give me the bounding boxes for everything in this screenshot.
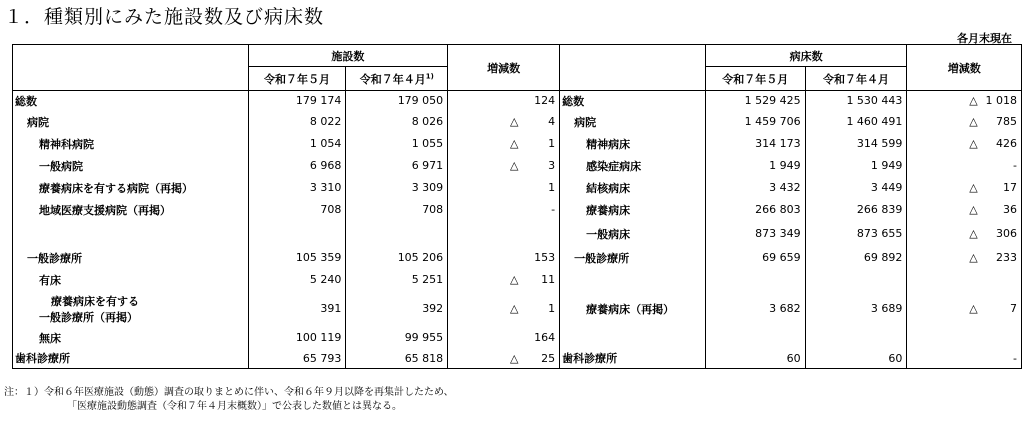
- change-value: △ 7: [907, 291, 1022, 327]
- facilities-header: 施設数: [248, 45, 448, 67]
- change-value: △ 426: [907, 133, 1022, 155]
- row-label: 療養病床を有する 一般診療所（再掲）: [13, 291, 249, 327]
- change-value: △ 3: [448, 155, 560, 177]
- table-row: [13, 111, 1022, 133]
- table-row: [13, 155, 1022, 177]
- decrease-marker: △: [969, 115, 978, 128]
- decrease-marker: △: [969, 251, 978, 264]
- table-row: [13, 133, 1022, 155]
- footnote-line-1: 注：１）令和６年医療施設（動態）調査の取りまとめに伴い、令和６年９月以降を再集計したため、: [4, 387, 454, 398]
- table-row: [13, 221, 1022, 247]
- facilities-may-header: 令和７年５月: [248, 67, 346, 91]
- as-of-label: 各月末現在: [957, 32, 1012, 45]
- value-apr: 1 530 443: [805, 91, 907, 111]
- value-apr: 3 689: [805, 291, 907, 327]
- decrease-marker: △: [969, 181, 978, 194]
- row-label: 一般診療所: [560, 247, 706, 269]
- value-may: 391: [248, 291, 346, 327]
- value-may: [248, 221, 346, 247]
- beds-apr-header: 令和７年４月: [805, 67, 907, 91]
- decrease-marker: △: [509, 159, 519, 172]
- row-label: [560, 269, 706, 291]
- row-label: 総数: [13, 91, 249, 111]
- value-may: 6 968: [248, 155, 346, 177]
- value-apr: [805, 327, 907, 349]
- row-label: 療養病床: [560, 199, 706, 221]
- row-label: 一般診療所: [13, 247, 249, 269]
- value-apr: 1 949: [805, 155, 907, 177]
- value-apr: 1 460 491: [805, 111, 907, 133]
- value-may: 3 682: [705, 291, 805, 327]
- decrease-marker: △: [509, 137, 519, 150]
- row-label: 療養病床（再掲）: [560, 291, 706, 327]
- value-apr: 314 599: [805, 133, 907, 155]
- change-value: △ 1 018: [907, 91, 1022, 111]
- row-label: [13, 221, 249, 247]
- footnote-line-2: 「医療施設動態調査（令和７年４月末概数）」で公表した数値とは異なる。: [67, 401, 402, 412]
- footnote: [4, 386, 454, 414]
- row-label: 無床: [13, 327, 249, 349]
- row-label: 療養病床を有する病院（再掲）: [13, 177, 249, 199]
- row-label: 精神科病院: [13, 133, 249, 155]
- value-apr: 99 955: [346, 327, 448, 349]
- value-may: 873 349: [705, 221, 805, 247]
- decrease-marker: △: [969, 227, 978, 240]
- value-apr: 392: [346, 291, 448, 327]
- footnote-ref: 1): [425, 71, 434, 80]
- change-value: -: [907, 155, 1022, 177]
- value-may: 1 459 706: [705, 111, 805, 133]
- page-title: １．種類別にみた施設数及び病床数: [4, 6, 325, 28]
- table-row: [13, 177, 1022, 199]
- change-value: 164: [448, 327, 560, 349]
- value-may: 1 529 425: [705, 91, 805, 111]
- table-row: [13, 91, 1022, 111]
- table-row: [13, 349, 1022, 369]
- change-value: -: [448, 199, 560, 221]
- row-label: 結核病床: [560, 177, 706, 199]
- change-value: △ 306: [907, 221, 1022, 247]
- value-apr: 873 655: [805, 221, 907, 247]
- table-row: [13, 291, 1022, 327]
- table-row: [13, 199, 1022, 221]
- value-may: 266 803: [705, 199, 805, 221]
- value-may: [705, 327, 805, 349]
- change-value: △ 785: [907, 111, 1022, 133]
- decrease-marker: △: [509, 302, 519, 315]
- change-value: [907, 327, 1022, 349]
- row-label: 有床: [13, 269, 249, 291]
- change-value: 1: [448, 177, 560, 199]
- value-may: 65 793: [248, 349, 346, 369]
- beds-may-header: 令和７年５月: [705, 67, 805, 91]
- row-label: 一般病院: [13, 155, 249, 177]
- value-apr: 8 026: [346, 111, 448, 133]
- value-apr: 5 251: [346, 269, 448, 291]
- change-value: 153: [448, 247, 560, 269]
- row-label: 病院: [560, 111, 706, 133]
- change-value: △ 4: [448, 111, 560, 133]
- value-apr: 179 050: [346, 91, 448, 111]
- row-label: 歯科診療所: [560, 349, 706, 369]
- value-may: 100 119: [248, 327, 346, 349]
- row-label: 精神病床: [560, 133, 706, 155]
- value-may: 179 174: [248, 91, 346, 111]
- value-apr: 6 971: [346, 155, 448, 177]
- value-apr: 65 818: [346, 349, 448, 369]
- decrease-marker: △: [969, 94, 978, 108]
- value-apr: 60: [805, 349, 907, 369]
- beds-header: 病床数: [705, 45, 907, 67]
- decrease-marker: △: [969, 137, 978, 150]
- change-value: △ 1: [448, 133, 560, 155]
- decrease-marker: △: [969, 203, 978, 216]
- change-value: △ 36: [907, 199, 1022, 221]
- value-may: 3 310: [248, 177, 346, 199]
- row-label: 歯科診療所: [13, 349, 249, 369]
- decrease-marker: △: [969, 302, 978, 315]
- value-may: [705, 269, 805, 291]
- value-apr: 3 309: [346, 177, 448, 199]
- value-may: 69 659: [705, 247, 805, 269]
- change-value: △ 1: [448, 291, 560, 327]
- value-may: 105 359: [248, 247, 346, 269]
- value-may: 708: [248, 199, 346, 221]
- decrease-marker: △: [509, 115, 519, 128]
- facilities-beds-table: [12, 44, 1022, 369]
- value-may: 60: [705, 349, 805, 369]
- change-value: △ 25: [448, 349, 560, 369]
- value-may: 1 054: [248, 133, 346, 155]
- value-may: 3 432: [705, 177, 805, 199]
- value-may: 314 173: [705, 133, 805, 155]
- value-may: 8 022: [248, 111, 346, 133]
- change-value: 124: [448, 91, 560, 111]
- table-row: [13, 247, 1022, 269]
- value-apr: 105 206: [346, 247, 448, 269]
- value-apr: 708: [346, 199, 448, 221]
- change-value: △ 233: [907, 247, 1022, 269]
- right-label-header: [560, 45, 706, 91]
- change-value: [448, 221, 560, 247]
- value-apr: 266 839: [805, 199, 907, 221]
- change-value: △ 11: [448, 269, 560, 291]
- decrease-marker: △: [509, 273, 519, 286]
- row-label: 地域医療支援病院（再掲）: [13, 199, 249, 221]
- change-value: [907, 269, 1022, 291]
- value-may: 1 949: [705, 155, 805, 177]
- left-label-header: [13, 45, 249, 91]
- row-label: 総数: [560, 91, 706, 111]
- decrease-marker: △: [509, 351, 519, 365]
- facilities-change-header: 増減数: [448, 45, 560, 91]
- change-value: -: [907, 349, 1022, 369]
- row-label: 一般病床: [560, 221, 706, 247]
- value-apr: 69 892: [805, 247, 907, 269]
- value-may: 5 240: [248, 269, 346, 291]
- beds-change-header: 増減数: [907, 45, 1022, 91]
- row-label: 病院: [13, 111, 249, 133]
- row-label: 感染症病床: [560, 155, 706, 177]
- facilities-apr-header: 令和７年４月$^{1)}$: [346, 67, 448, 91]
- change-value: △ 17: [907, 177, 1022, 199]
- value-apr: 1 055: [346, 133, 448, 155]
- value-apr: [805, 269, 907, 291]
- table-row: [13, 327, 1022, 349]
- table-row: [13, 269, 1022, 291]
- value-apr: [346, 221, 448, 247]
- value-apr: 3 449: [805, 177, 907, 199]
- row-label: [560, 327, 706, 349]
